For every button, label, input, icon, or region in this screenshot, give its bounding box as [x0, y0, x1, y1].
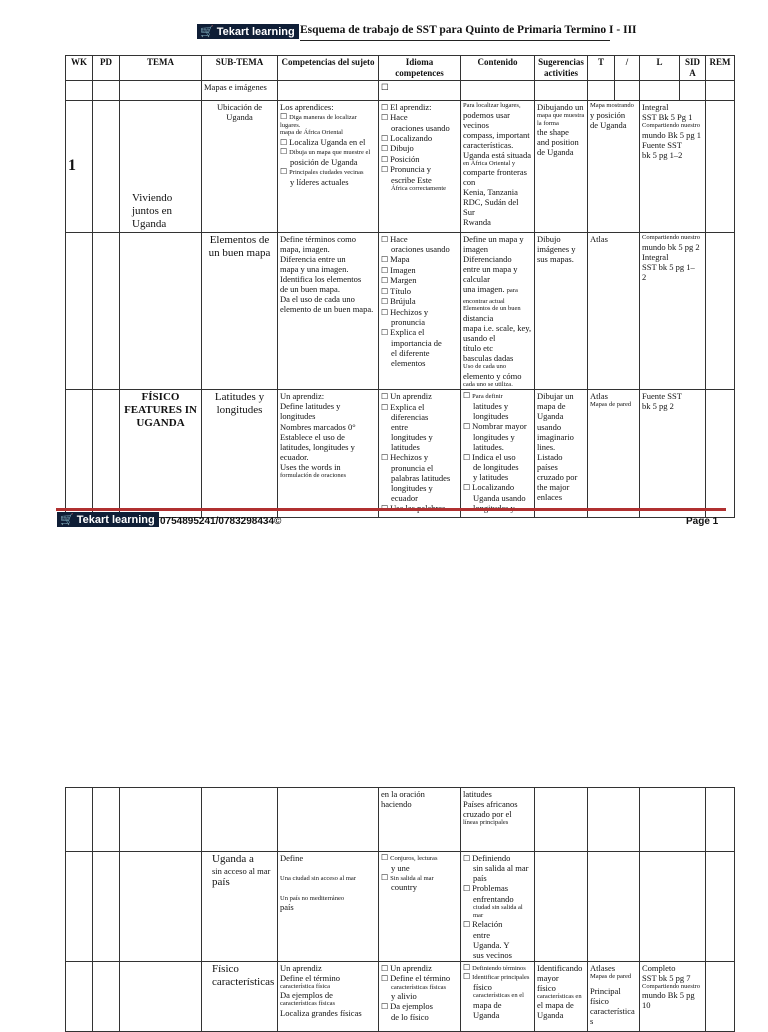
- table-row: [66, 233, 735, 390]
- footer-divider: [56, 508, 726, 511]
- contenido-cell: latitudes Países africanos cruzado por el líneas principales: [461, 788, 535, 852]
- table-row: [66, 961, 735, 1031]
- tl-cell: Atlases Mapas de pared Principal físico características: [588, 961, 640, 1031]
- table-row: [66, 788, 735, 852]
- subtema-cell: Físico características: [202, 961, 278, 1031]
- subtema-cell: Mapas e imágenes: [202, 81, 278, 101]
- cart-icon: 🛒: [60, 514, 74, 526]
- document-title: Esquema de trabajo de SST para Quinto de Primaria Termino I - III: [300, 24, 637, 36]
- col-idioma: Idioma competences: [379, 56, 461, 81]
- sida-cell: Completo SST bk 5 pg 7 Compartiendo nuestro mundo Bk 5 pg 10: [640, 961, 706, 1031]
- col-t: T: [588, 56, 615, 81]
- subtema-cell: Latitudes y longitudes: [202, 390, 278, 518]
- idioma-cell: ☐ Conjuros, lecturas y une ☐ Sin salida al mar country: [379, 852, 461, 962]
- sida-cell: Compartiendo nuestro mundo bk 5 pg 2 Integral SST bk 5 pg 1– 2: [640, 233, 706, 390]
- sugerencias-cell: Dibujar un mapa de Uganda usando imaginario lines. Listado países cruzado por the major enlaces: [535, 390, 588, 518]
- contenido-cell: ☐ Definiendo términos ☐ Identificar principales físico características en el mapa de Uganda: [461, 961, 535, 1031]
- idioma-cell: ☐: [379, 81, 461, 101]
- tema-cell: Viviendo juntos en Uganda: [120, 101, 202, 233]
- tl-cell: Atlas: [588, 233, 640, 390]
- header-row: [66, 56, 735, 81]
- idioma-cell: ☐ Hace oraciones usando ☐ Mapa ☐ Imagen ☐ Margen ☐ Título ☐ Brújula ☐ Hechizos y pronuncia ☐ Explica el importancia de el diferente elementos: [379, 233, 461, 390]
- footer-phone: 0754895241/0783298434©: [160, 516, 282, 527]
- brand-logo-text: Tekart learning: [216, 25, 295, 38]
- competencias-cell: Los aprendices: ☐ Diga maneras de localizar lugares. mapa de África Oriental ☐ Localiza Uganda en el ☐ Dibuja un mapa que muestre el posición de Uganda ☐ Principales ciudades vecinas y líderes actuales: [278, 101, 379, 233]
- sida-cell: Fuente SST bk 5 pg 2: [640, 390, 706, 518]
- col-pd: PD: [93, 56, 120, 81]
- subtema-cell: Ubicación de Uganda: [202, 101, 278, 233]
- competencias-cell: Define Una ciudad sin acceso al mar Un país no mediterráneo país: [278, 852, 379, 962]
- table-row: [66, 852, 735, 962]
- col-tema: TEMA: [120, 56, 202, 81]
- contenido-cell: Define un mapa y imagen Diferenciando entre un mapa y calcular una imagen. para encontrar actual Elementos de un buen distancia mapa i.e. scale, key, usando el título etc basculas dadas Uso de cada uno elemento y cómo cada uno se utiliza.: [461, 233, 535, 390]
- scheme-table-page-2: [65, 787, 735, 1032]
- table-row: [66, 81, 735, 101]
- idioma-cell: ☐ Un aprendiz ☐ Explica el diferencias entre longitudes y latitudes ☐ Hechizos y pronuncia el palabras latitudes longitudes y ecuador ☐: [379, 390, 461, 518]
- table-row: [66, 101, 735, 233]
- week-cell: 1: [66, 101, 93, 233]
- col-competencias: Competencias del sujeto: [278, 56, 379, 81]
- sugerencias-cell: Dibujo imágenes y sus mapas.: [535, 233, 588, 390]
- col-rem: REM: [706, 56, 735, 81]
- col-slash: /: [615, 56, 640, 81]
- table-row: [66, 390, 735, 518]
- col-l: L: [640, 56, 680, 81]
- competencias-cell: Un aprendiz Define el término característica física Da ejemplos de características físicas Localiza grandes físicas: [278, 961, 379, 1031]
- contenido-cell: Para localizar lugares, podemos usar vecinos compass, important características. Uganda está situada en África Oriental y comparte fronteras con Kenia, Tanzania RDC, Sudán del Sur Rwanda: [461, 101, 535, 233]
- sugerencias-cell: Dibujando un mapa que muestra la forma the shape and position de Uganda: [535, 101, 588, 233]
- contenido-cell: ☐ Definiendo sin salida al mar país ☐ Problemas enfrentando ciudad sin salida al mar ☐ Relación entre Uganda. Y sus vecinos: [461, 852, 535, 962]
- scheme-table-page-1: [65, 55, 735, 518]
- col-subtema: SUB-TEMA: [202, 56, 278, 81]
- subtema-cell: Uganda a sin acceso al mar país: [202, 852, 278, 962]
- tema-cell: FÍSICO FEATURES IN UGANDA: [120, 390, 202, 518]
- footer-logo: [57, 512, 159, 527]
- tl-cell: Atlas Mapas de pared: [588, 390, 640, 518]
- page-number: Page 1: [686, 516, 719, 527]
- title-underline: [300, 40, 610, 41]
- contenido-cell: ☐ Para definir latitudes y longitudes ☐ Nombrar mayor longitudes y latitudes. ☐ Indica el uso de longitudes y latitudes ☐ Localizando Uganda usando: [461, 390, 535, 518]
- competencias-cell: Define términos como mapa, imagen. Diferencia entre un mapa y una imagen. Identifica los elementos de un buen mapa. Da el uso de cada uno elemento de un buen mapa.: [278, 233, 379, 390]
- col-contenido: Contenido: [461, 56, 535, 81]
- col-wk: WK: [66, 56, 93, 81]
- cart-icon: 🛒: [200, 26, 214, 38]
- competencias-cell: Un aprendiz: Define latitudes y longitudes Nombres marcados 0° Establece el uso de latitudes, longitudes y ecuador. Uses the words in formulación de oraciones: [278, 390, 379, 518]
- footer-logo-text: Tekart learning: [76, 513, 155, 526]
- idioma-cell: en la oración haciendo: [379, 788, 461, 852]
- col-sida: SIDA: [680, 56, 706, 81]
- col-sugerencias: Sugerencias activities: [535, 56, 588, 81]
- sida-cell: Integral SST Bk 5 Pg 1 Compartiendo nuestro mundo Bk 5 pg 1 Fuente SST bk 5 pg 1–2: [640, 101, 706, 233]
- sugerencias-cell: Identificando mayor físico características en el mapa de Uganda: [535, 961, 588, 1031]
- idioma-cell: ☐ Un aprendiz ☐ Define el término características físicas y alivio ☐ Da ejemplos de lo físico: [379, 961, 461, 1031]
- idioma-cell: ☐ El aprendiz: ☐ Hace oraciones usando ☐ Localizando ☐ Dibujo ☐ Posición ☐ Pronuncia y escribe Este África correctamente: [379, 101, 461, 233]
- brand-logo: [197, 24, 299, 39]
- tl-cell: Mapa mostrando y posición de Uganda: [588, 101, 640, 233]
- subtema-cell: Elementos de un buen mapa: [202, 233, 278, 390]
